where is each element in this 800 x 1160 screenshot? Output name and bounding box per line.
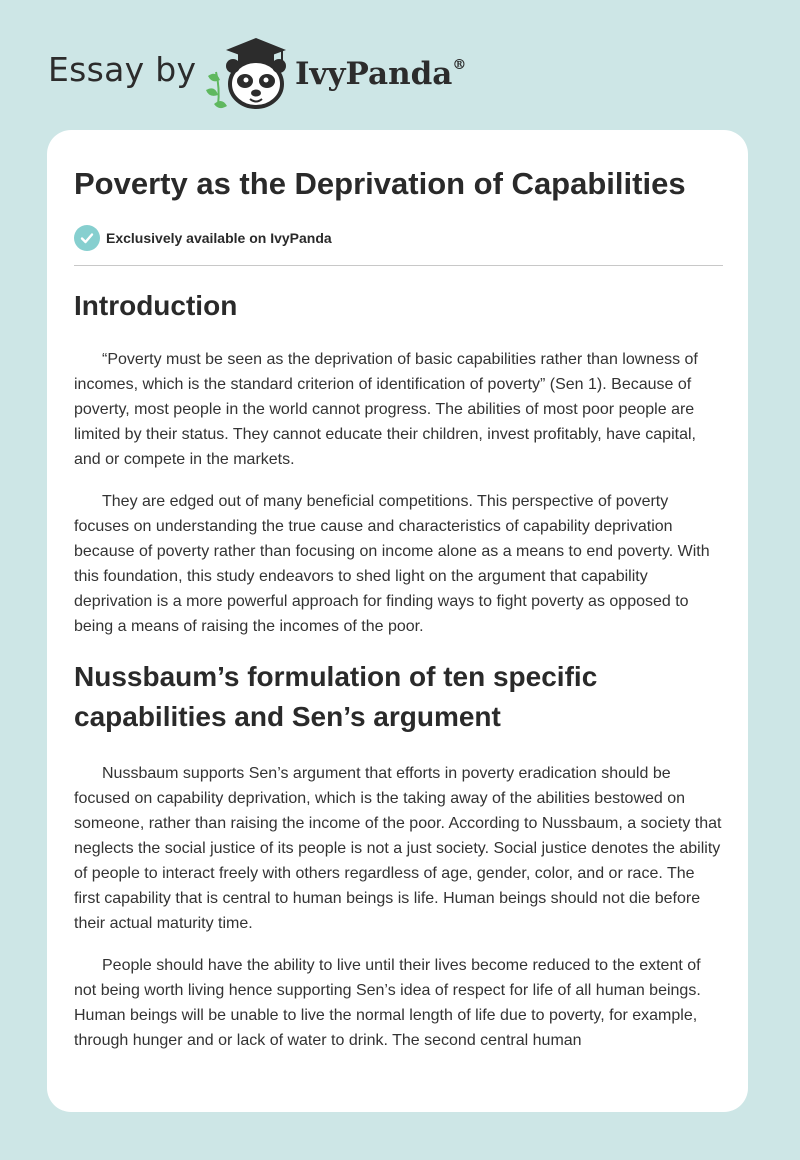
divider bbox=[74, 265, 723, 266]
paragraph: “Poverty must be seen as the deprivation of basic capabilities rather than lowness of incomes, which is the standard criterion of identification of poverty” (Sen 1). Because of poverty, most people in the world cannot progress. The abilities of most poor people are limited by their status. They cannot educate their children, invest profitably, have capital, and or compete in the markets. bbox=[74, 351, 698, 468]
brand-name[interactable]: IvyPanda® bbox=[295, 56, 467, 92]
site-header bbox=[48, 32, 748, 112]
essay-by-label: Essay by bbox=[48, 50, 197, 89]
paragraph: They are edged out of many beneficial competitions. This perspective of poverty focuses on understanding the true cause and characteristics of capability deprivation because of poverty rather than focusing on income alone as a means to end poverty. With this foundation, this study endeavors to shed light on the argument that capability deprivation is a more powerful approach for finding ways to fight poverty as opposed to being a means of raising the incomes of the poor. bbox=[74, 493, 710, 635]
exclusive-label: Exclusively available on IvyPanda bbox=[106, 230, 332, 246]
ivypanda-logo-icon[interactable] bbox=[200, 32, 300, 112]
essay-content bbox=[74, 163, 724, 1053]
paragraph: People should have the ability to live until their lives become reduced to the extent of not being worth living hence supporting Sen’s idea of respect for life of all human beings. Human beings will be unable to live the normal length of life due to poverty, for example, through hunger and or lack of water to drink. The second central human bbox=[74, 957, 701, 1049]
exclusive-badge bbox=[74, 224, 724, 252]
paragraph: Nussbaum supports Sen’s argument that efforts in poverty eradication should be focused on capability deprivation, which is the taking away of the abilities bestowed on someone, rather than raising the income of the poor. According to Nussbaum, a society that neglects the social justice of its people is not a just society. Social justice denotes the ability of people to interact freely with others regardless of age, gender, color, and or race. The first capability that is central to human beings is life. Human beings should not die before their actual maturity time. bbox=[74, 765, 722, 932]
ivy-leaf-icon bbox=[206, 72, 227, 108]
check-circle-icon bbox=[74, 225, 100, 251]
section-heading-nussbaum: Nussbaum’s formulation of ten specific capabilities and Sen’s argument bbox=[74, 661, 598, 732]
registered-mark: ® bbox=[452, 56, 467, 73]
section-heading-introduction: Introduction bbox=[74, 290, 238, 321]
essay-card bbox=[47, 130, 748, 1112]
page-title: Poverty as the Deprivation of Capabilities bbox=[74, 166, 686, 201]
